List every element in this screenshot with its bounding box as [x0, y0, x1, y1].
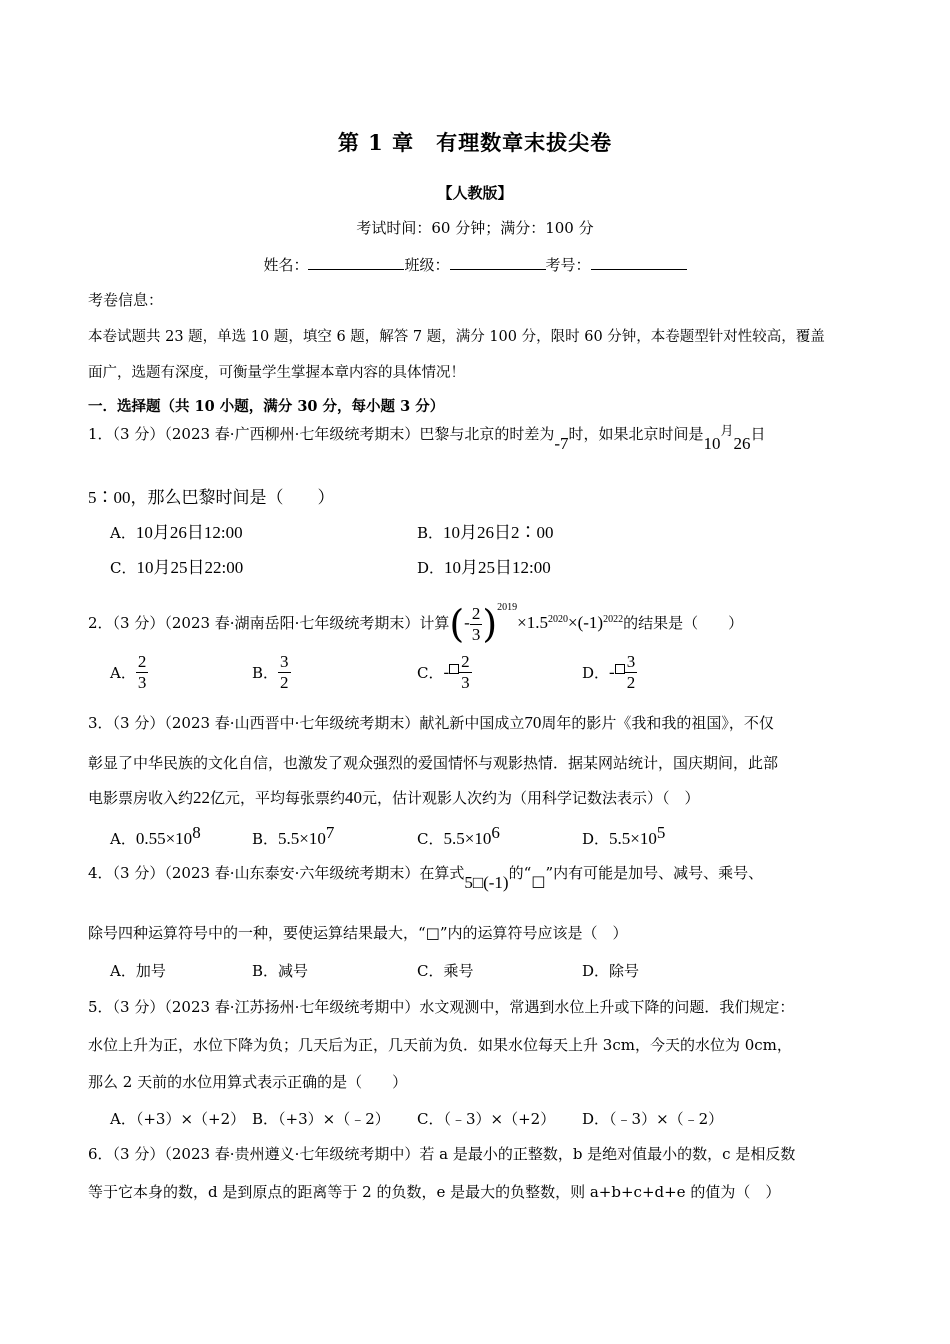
q3-option-a[interactable]: A．$0.55\times 10^8$	[110, 823, 201, 848]
question-1-line1	[88, 423, 766, 453]
q4-expression: 5□(-1)	[464, 873, 509, 892]
q4-option-d[interactable]: D．除号	[582, 962, 640, 980]
q2-exp3: 2022	[603, 614, 624, 625]
q2-times1: ×	[517, 613, 527, 632]
question-3-line1: 3．（3 分）（2023 春·山西晋中·七年级统考期末）献礼新中国成立70周年的影片《我和我的祖国》，不仅	[88, 713, 774, 732]
paper-info-label: 考卷信息：	[88, 291, 164, 309]
q2-option-a[interactable]: A． $\frac{2}{3}$	[110, 652, 147, 692]
q1-month: 10	[703, 434, 721, 453]
q2-times2: ×	[568, 613, 578, 632]
q1-option-b[interactable]: B．10月26日2∶00	[417, 523, 554, 542]
q5-option-b[interactable]: B．（+3）×（﹣2）	[252, 1110, 390, 1128]
exam-info: 考试时间：60 分钟；满分：100 分	[356, 219, 594, 237]
student-info-row	[0, 254, 950, 275]
name-blank[interactable]	[308, 255, 404, 270]
question-3-line2: 彰显了中华民族的文化自信，也激发了观众强烈的爱国情怀与观影热情．据某网站统计，国庆期间，此部	[88, 754, 779, 772]
q3-option-b[interactable]: B．$5.5\times 10^7$	[252, 823, 335, 848]
q2-neg: -	[464, 613, 470, 632]
paper-info-line1: 本卷试题共 23 题，单选 10 题，填空 6 题，解答 7 题，满分 100 分，限时 60 分钟，本卷题型针对性较高，覆盖	[88, 329, 825, 345]
q2-option-d[interactable]: D．- $\frac{3}{2}$	[582, 652, 636, 692]
class-blank[interactable]	[450, 255, 546, 270]
q1-middle: 时，如果北京时间是	[568, 425, 704, 443]
q3-option-d[interactable]: D．$5.5\times 10^5$	[582, 823, 666, 848]
q2-paren-open: (	[449, 602, 465, 646]
edition-label: 【人教版】	[437, 184, 513, 202]
name-label: 姓名：	[263, 256, 309, 274]
placeholder-box-icon	[615, 664, 625, 674]
q1-option-d[interactable]: D．10月25日12:00	[417, 558, 551, 577]
q2-base3: (-1)	[577, 613, 604, 632]
q1-day: 26	[733, 434, 751, 453]
q4-option-a[interactable]: A．加号	[110, 962, 166, 980]
q1-option-c[interactable]: C．10月25日22:00	[110, 558, 244, 577]
placeholder-box-icon	[449, 664, 459, 674]
question-4-line2: 除号四种运算符号中的一种，要使运算结果最大，“□”内的运算符号应该是（ ）	[88, 924, 628, 942]
question-5-line2: 水位上升为正，水位下降为负；几天后为正，几天前为负．如果水位每天上升 3cm，今天的水位为 0cm，	[88, 1036, 792, 1054]
class-label: 班级：	[404, 256, 450, 274]
question-5-line3: 那么 2 天前的水位用算式表示正确的是（ ）	[88, 1073, 408, 1091]
q5-option-a[interactable]: A．（+3）×（+2）	[110, 1110, 246, 1128]
q2-exp2: 2020	[548, 614, 569, 625]
paper-info-line2: 面广，选题有深度，可衡量学生掌握本章内容的具体情况！	[88, 365, 465, 381]
q5-option-c[interactable]: C．（﹣3）×（+2）	[417, 1110, 556, 1128]
q4-option-b[interactable]: B．减号	[252, 962, 309, 980]
question-6-line1: 6．（3 分）（2023 春·贵州遵义·七年级统考期中）若 a 是最小的正整数，b 是绝对值最小的数，c 是相反数	[88, 1145, 796, 1163]
q1-option-a[interactable]: A．10月26日12:00	[110, 523, 243, 542]
id-blank[interactable]	[591, 255, 687, 270]
question-6-line2: 等于它本身的数，d 是到原点的距离等于 2 的负数，e 是最大的负整数，则 a+b+c+d+e 的值为（ ）	[88, 1183, 781, 1201]
q2-exp1: 2019	[497, 602, 518, 613]
id-label: 考号：	[545, 256, 591, 274]
q1-prefix: 1．（3 分）（2023 春·广西柳州·七年级统考期末）巴黎与北京的时差为	[88, 425, 555, 443]
q2-prefix: 2．（3 分）（2023 春·湖南岳阳·七年级统考期末）计算	[88, 614, 450, 632]
q1-time-diff: -7	[554, 434, 569, 453]
page-title: 第 1 章 有理数章末拔尖卷	[337, 130, 613, 155]
question-4-line1: 4．（3 分）（2023 春·山东泰安·六年级统考期末）在算式5□(-1)的“□”内有可能是加号、减号、乘号、	[88, 864, 764, 892]
question-2-line	[88, 582, 744, 646]
q4-box: □	[531, 872, 546, 890]
q5-option-d[interactable]: D．（﹣3）×（﹣2）	[582, 1110, 724, 1128]
question-5-line1: 5．（3 分）（2023 春·江苏扬州·七年级统考期中）水文观测中，常遇到水位上升或下降的问题．我们规定：	[88, 998, 795, 1016]
question-3-line3: 电影票房收入约22亿元，平均每张票约40元，估计观影人次约为（用科学记数法表示）（ ）	[88, 788, 700, 807]
q2-base2: 1.5	[526, 613, 549, 632]
q2-option-b[interactable]: B． $\frac{3}{2}$	[252, 652, 289, 692]
q2-paren-close: )	[482, 602, 498, 646]
q2-fraction: $\frac{2}{3}$	[471, 603, 481, 644]
q2-option-c[interactable]: C．- $\frac{2}{3}$	[417, 652, 470, 692]
q1-month-char: 月	[720, 424, 734, 439]
section-heading: 一．选择题（共 10 小题，满分 30 分，每小题 3 分）	[88, 398, 445, 415]
q4-option-c[interactable]: C．乘号	[417, 962, 474, 980]
q1-day-char: 日	[750, 425, 766, 443]
question-1-line2: 5∶00，那么巴黎时间是（ ）	[88, 488, 335, 507]
q2-suffix: 的结果是（ ）	[623, 614, 744, 632]
q3-option-c[interactable]: C．$5.5\times 10^6$	[417, 823, 500, 848]
